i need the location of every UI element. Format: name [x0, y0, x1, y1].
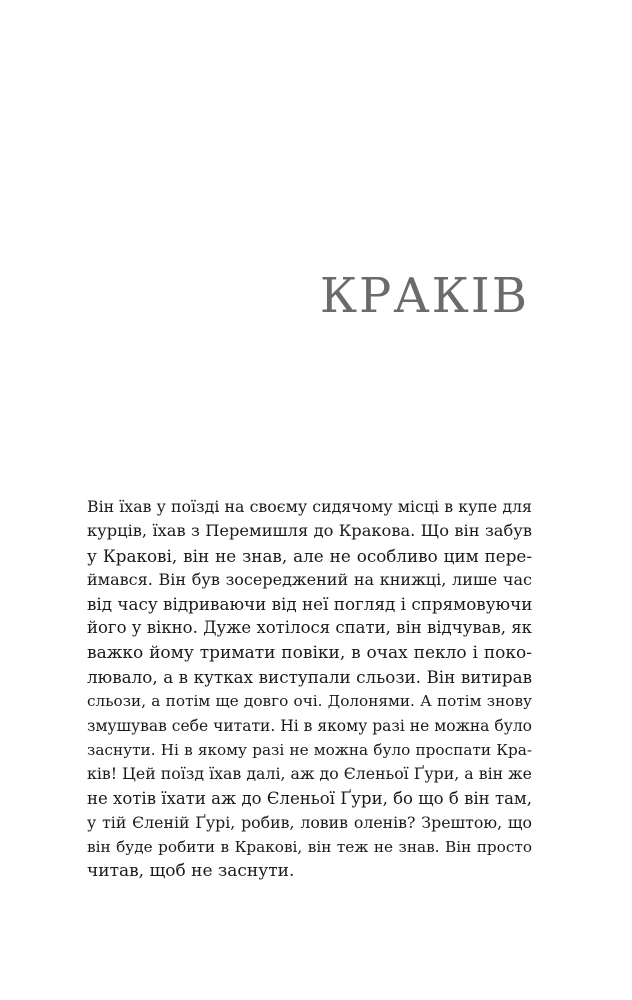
text-line: лювало, а в кутках виступали сльози. Він витирав: [87, 667, 532, 688]
text-line: важко йому тримати повіки, в очах пекло і поко-: [87, 642, 532, 663]
text-line: він буде робити в Кракові, він теж не знав. Він просто: [87, 838, 532, 857]
text-line: не хотів їхати аж до Єленьої Ґури, бо що б він там,: [87, 788, 532, 808]
body-paragraph: [87, 495, 532, 884]
text-line: у Кракові, він не знав, але не особливо цим пере-: [87, 545, 532, 566]
text-line: ків! Цей поїзд їхав далі, аж до Єленьої Ґури, а він же: [87, 764, 532, 784]
text-line: його у вікно. Дуже хотілося спати, він відчував, як: [87, 618, 532, 638]
text-line: ймався. Він був зосереджений на книжці, лише час: [87, 569, 532, 589]
text-line: Він їхав у поїзді на своєму сидячому місці в купе для: [87, 497, 532, 516]
text-line: у тій Єленій Ґурі, робив, ловив оленів? Зрештою, що: [87, 812, 532, 832]
text-line: читав, щоб не заснути.: [87, 861, 295, 882]
text-line: змушував себе читати. Ні в якому разі не можна було: [87, 716, 532, 735]
text-line: сльози, а потім ще довго очі. Долонями. А потім знову: [87, 692, 532, 711]
text-line: від часу відриваючи від неї погляд і спрямовуючи: [87, 594, 532, 615]
text-line: заснути. Ні в якому разі не можна було проспати Кра-: [87, 740, 532, 759]
text-line: курців, їхав з Перемишля до Кракова. Що він забув: [87, 521, 532, 541]
chapter-title: КРАКІВ: [319, 268, 529, 324]
